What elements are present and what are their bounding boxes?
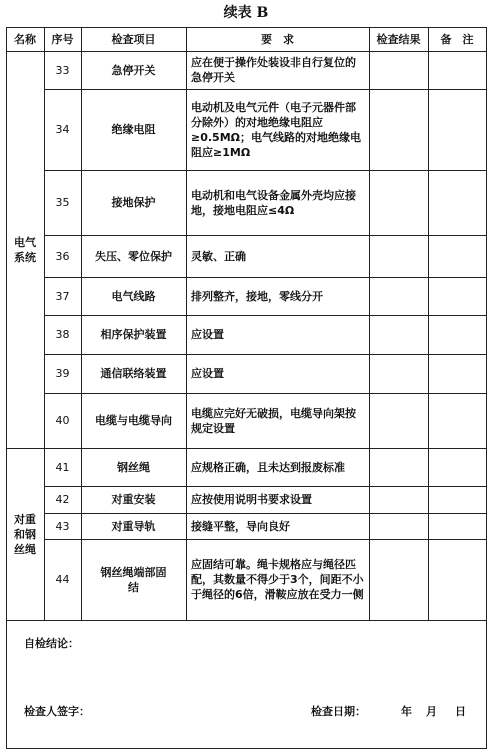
result-field[interactable] [370,52,427,619]
row-33-requirement: 应在便于操作处装设非自行复位的急停开关 [191,56,356,84]
row-divider-44 [6,620,486,621]
header-name: 名称 [14,32,36,46]
row-36-item: 失压、零位保护 [95,249,172,263]
category-electrical: 电气 系统 [14,235,36,264]
row-44-number: 44 [55,573,70,586]
row-35-requirement: 电动机和电气设备金属外壳均应接地，接地电阻应≤4Ω [191,188,356,217]
header-requirement: 要 求 [261,32,294,46]
inspector-signature-field[interactable] [108,698,288,720]
row-43-number: 43 [55,519,70,533]
row-43-item: 对重导轨 [111,519,156,533]
table-border-right [486,27,487,749]
date-month-label: 月 [426,705,437,718]
header-seq: 序号 [51,32,74,46]
row-35-item: 接地保护 [111,196,156,209]
row-44-item: 钢丝绳端部固结 [100,565,167,594]
inspector-signature-label: 检查人签字： [24,705,90,718]
row-40-requirement: 电缆应完好无破损，电缆导向架按规定设置 [191,406,356,435]
row-33-number: 33 [55,63,70,77]
date-day-label: 日 [455,705,466,718]
row-34-requirement: 电动机及电气元件（电子元器件部分除外）的对地绝缘电阻应≥0.5MΩ；电气线路的对地绝缘电阻应≥1MΩ [191,100,361,159]
row-37-number: 37 [55,289,70,303]
row-37-item: 电气线路 [111,289,156,303]
header-result: 检查结果 [376,32,421,46]
row-39-item: 通信联络装置 [100,367,167,380]
row-35-number: 35 [55,196,70,209]
row-34-number: 34 [55,123,70,136]
row-41-item: 钢丝绳 [117,460,150,474]
row-33-item: 急停开关 [111,63,156,77]
row-41-number: 41 [55,460,70,474]
header-item: 检查项目 [111,32,156,46]
table-border-bottom [6,748,486,749]
row-40-number: 40 [55,414,70,427]
table-title: 续表 B [223,5,269,21]
row-43-requirement: 接缝平整，导向良好 [191,519,290,533]
row-38-item: 相序保护装置 [100,328,167,341]
inspection-date-label: 检查日期： [311,705,366,718]
row-42-number: 42 [55,493,70,506]
row-38-requirement: 应设置 [191,328,224,341]
row-39-requirement: 应设置 [191,367,224,380]
date-year-label: 年 [401,705,412,718]
row-44-requirement: 应固结可靠。绳卡规格应与绳径匹配，其数量不得少于3个，间距不小于绳径的6倍，滑鞍应放在受力一侧 [191,558,364,601]
row-40-item: 电缆与电缆导向 [95,414,172,427]
row-36-requirement: 灵敏、正确 [191,249,246,263]
self-check-conclusion-label: 自检结论： [24,637,79,650]
self-check-conclusion-field[interactable] [95,630,475,690]
remark-field[interactable] [429,52,485,619]
row-38-number: 38 [55,328,70,341]
row-34-item: 绝缘电阻 [111,123,156,136]
row-42-item: 对重安装 [111,493,156,506]
header-remark: 备 注 [440,32,474,46]
row-42-requirement: 应按使用说明书要求设置 [191,493,312,506]
row-37-requirement: 排列整齐，接地，零线分开 [191,289,323,303]
category-counterweight-rope: 对重 和钢 丝绳 [14,512,36,556]
row-41-requirement: 应规格正确，且未达到报废标准 [191,460,345,474]
row-39-number: 39 [55,367,70,380]
row-36-number: 36 [55,249,70,263]
